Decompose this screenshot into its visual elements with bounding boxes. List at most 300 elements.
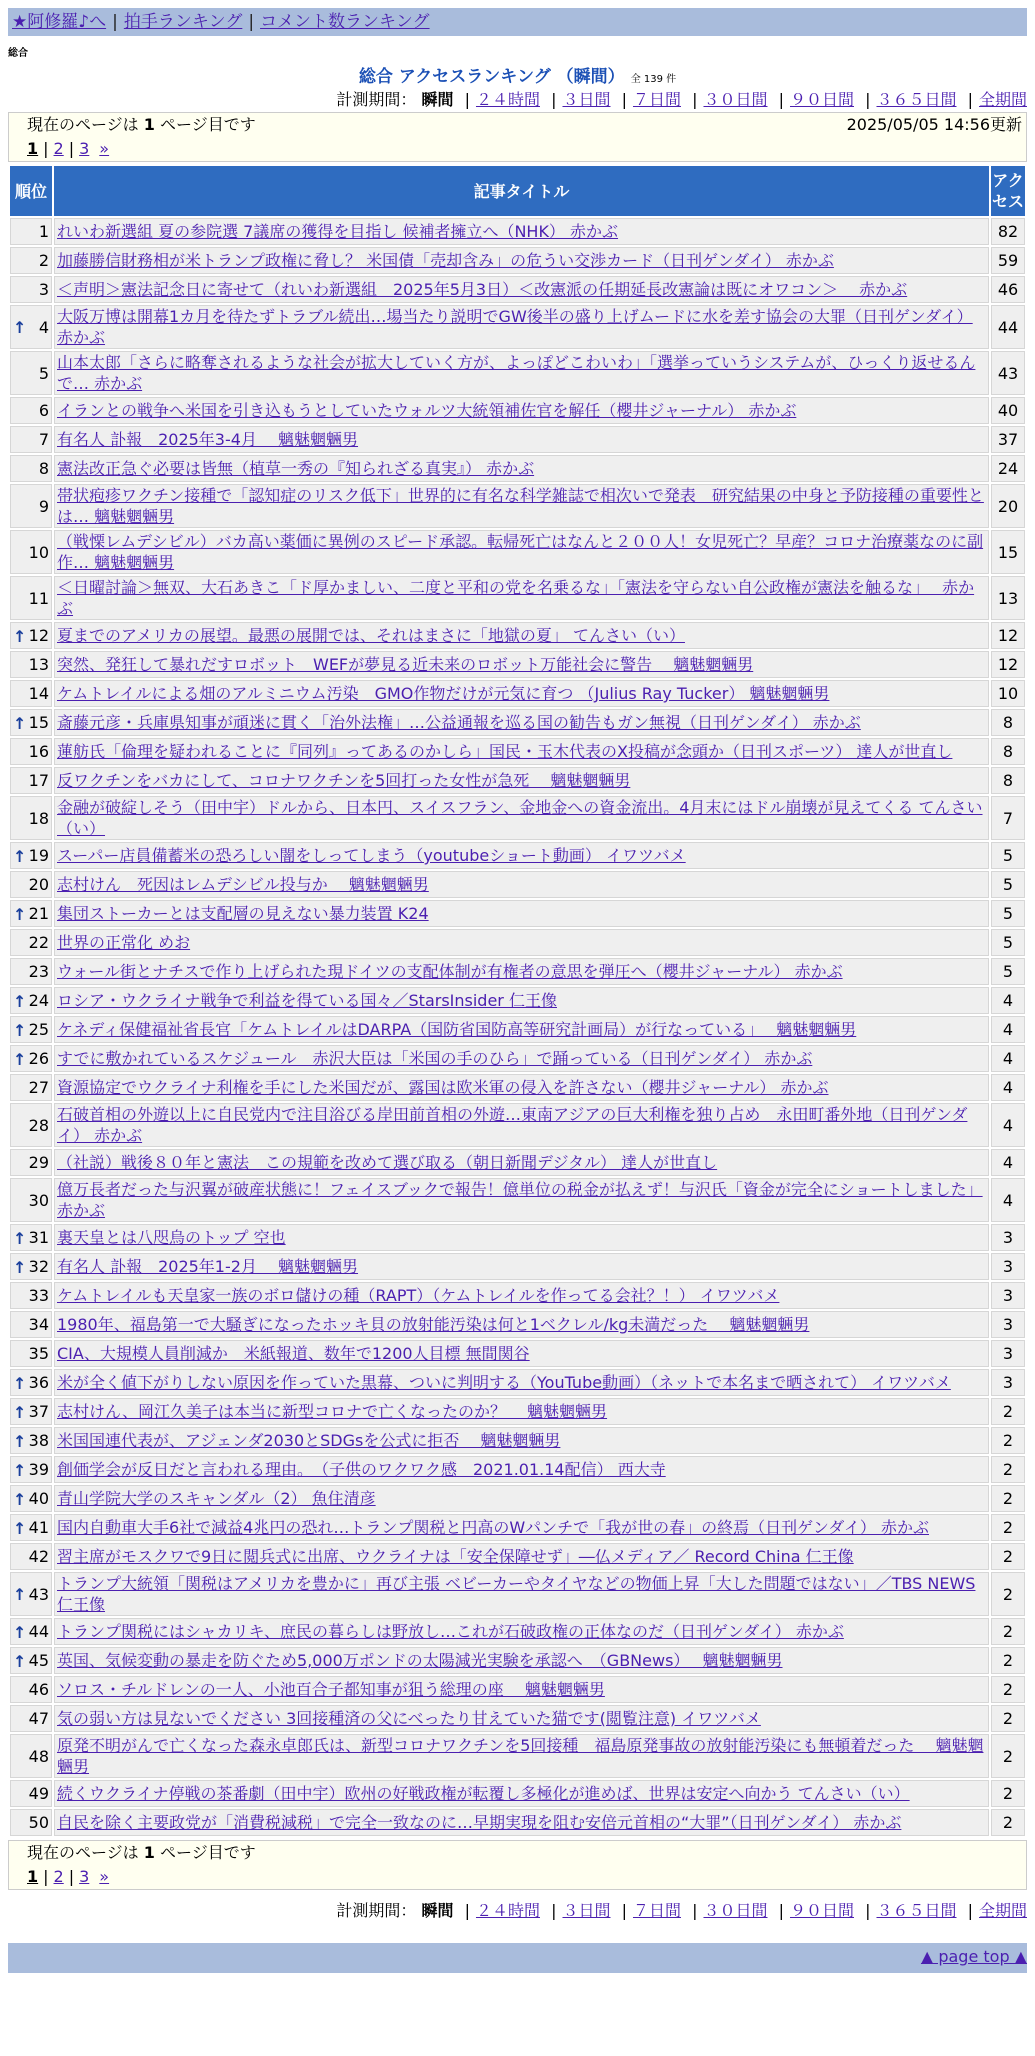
table-row [10,455,1025,482]
access-count: 15 [991,530,1025,574]
table-row [10,1045,1025,1072]
period-link-90d[interactable]: ９０日間 [789,90,854,109]
table-row [10,576,1025,620]
access-count: 8 [991,709,1025,736]
page-info-text: 現在のページは 1 ページ目です [27,115,256,134]
article-title-link[interactable]: 有名人 訃報 2025年3-4月 魑魅魍魎男 [57,430,359,449]
rank-up-arrow-icon: ↑ [13,318,27,337]
rank-up-arrow-icon: ↑ [13,1228,27,1248]
home-link[interactable]: ★阿修羅♪へ [12,12,107,32]
rank-cell [10,576,52,620]
rank-cell [10,1253,52,1280]
article-title-link[interactable]: 米が全く値下がりしない原因を作っていた黒幕、ついに判明する（YouTube動画）（ネットで本名まで晒されて） イワツバメ [57,1373,951,1392]
rank-cell [10,1809,52,1836]
article-title-link[interactable]: 憲法改正急ぐ必要は皆無（植草一秀の『知られざる真実』） 赤かぶ [57,459,535,478]
table-row [10,1149,1025,1176]
title-cell [54,351,989,395]
rank-number: 29 [28,1153,49,1172]
access-count: 12 [991,622,1025,649]
table-row [10,1427,1025,1454]
rank-cell [10,958,52,985]
table-row [10,218,1025,245]
rank-number: 7 [38,430,49,449]
rank-up-arrow-icon: ↑ [13,1585,27,1604]
rank-cell [10,1572,52,1616]
pager-link-2[interactable]: 2 [53,1867,64,1886]
table-row [10,1103,1025,1147]
article-title-link[interactable]: 自民を除く主要政党が「消費税減税」で完全一致なのに…早期実現を阻む安倍元首相の“大罪”（日刊ゲンダイ） 赤かぶ [57,1813,902,1832]
access-count: 5 [991,929,1025,956]
title-cell [54,247,989,274]
rank-cell [10,1340,52,1367]
rank-number: 5 [38,363,49,383]
table-row [10,1456,1025,1483]
rank-number: 9 [38,496,49,516]
title-cell [54,796,989,840]
article-title-link[interactable]: トランプ関税にはシャカリキ、庶民の暮らしは野放し…これが石破政権の正体なのだ（日刊ゲンダイ） 赤かぶ [57,1622,844,1641]
access-count: 3 [991,1311,1025,1338]
rank-number: 36 [28,1373,49,1392]
table-row [10,351,1025,395]
title-cell [54,900,989,927]
article-title-link[interactable]: れいわ新選組 夏の参院選 7議席の獲得を目指し 候補者擁立へ（NHK） 赤かぶ [57,222,619,241]
article-title-link[interactable]: 斎藤元彦・兵庫県知事が頑迷に貫く「治外法権」…公益通報を巡る国の勧告もガン無視（日刊ゲンダイ） 赤かぶ [57,713,861,732]
access-count: 24 [991,455,1025,482]
rank-up-arrow-icon: ↑ [13,846,27,866]
access-count: 2 [991,1543,1025,1570]
table-row [10,1705,1025,1732]
title-cell [54,929,989,956]
article-title-link[interactable]: 山本太郎「さらに略奪されるような社会が拡大していく方が、よっぽどこわいわ」「選挙っていうシステムが、ひっくり返せるんで… 赤かぶ [57,353,976,393]
access-count: 2 [991,1514,1025,1541]
access-count: 4 [991,1178,1025,1222]
rank-cell [10,1705,52,1732]
access-count: 2 [991,1734,1025,1778]
rank-up-arrow-icon: ↑ [13,1518,27,1538]
table-row [10,900,1025,927]
rank-up-arrow-icon: ↑ [13,1257,27,1277]
title-cell [54,622,989,649]
article-title-link[interactable]: トランプ大統領「関税はアメリカを豊かに」再び主張 ベビーカーやタイヤなどの物価上昇「大した問題ではない」／TBS NEWS 仁王像 [57,1574,976,1614]
rank-cell [10,276,52,303]
rank-number: 3 [38,280,49,299]
clap-ranking-link[interactable]: 拍手ランキング [123,12,243,32]
article-title-link[interactable]: （戦慄レムデシビル）バカ高い薬価に異例のスピード承認。転帰死亡はなんと２００人！女児死亡？早産？コロナ治療薬なのに副作… 魑魅魍魎男 [57,532,984,572]
article-title-link[interactable]: 志村けん、岡江久美子は本当に新型コロナで亡くなったのか？ 魑魅魍魎男 [57,1402,608,1421]
ranking-table [8,164,1027,1838]
title-cell [54,1178,989,1222]
title-cell [54,484,989,528]
rank-up-arrow-icon: ↑ [13,713,27,733]
category-label: 総合 [8,48,28,59]
article-title-link[interactable]: （社説）戦後８０年と憲法 この規範を改めて選び取る（朝日新聞デジタル） 達人が世直し [57,1153,718,1172]
pager-current: 1 [27,139,39,158]
access-count: 4 [991,1074,1025,1101]
rank-cell [10,709,52,736]
rank-cell [10,929,52,956]
top-nav-bar [8,8,1027,36]
table-row [10,1618,1025,1645]
title-cell [54,958,989,985]
rank-cell [10,1311,52,1338]
access-count: 82 [991,218,1025,245]
rank-number: 38 [28,1431,49,1450]
table-row [10,1398,1025,1425]
access-count: 2 [991,1572,1025,1616]
table-row [10,987,1025,1014]
pager-current: 1 [27,1867,39,1886]
rank-up-arrow-icon: ↑ [13,1373,27,1393]
access-count: 2 [991,1809,1025,1836]
rank-number: 44 [28,1622,49,1641]
separator: | [248,12,255,32]
article-title-link[interactable]: 億万長者だった与沢翼が破産状態に！フェイスブックで報告！億単位の税金が払えず！与沢氏「資金が完全にショートしました」 赤かぶ [57,1180,983,1220]
access-count: 5 [991,900,1025,927]
article-title-link[interactable]: 続くウクライナ停戦の茶番劇（田中宇）欧州の好戦政権が転覆し多極化が進めば、世界は安定へ向かう てんさい（い） [57,1784,910,1803]
rank-number: 45 [28,1651,49,1670]
rank-number: 14 [28,684,49,703]
page-title-text: 総合 アクセスランキング （瞬間） [358,67,625,87]
rank-cell [10,1647,52,1674]
period-label: 計測期間： [336,90,417,109]
rank-up-arrow-icon: ↑ [13,1402,27,1422]
table-row [10,1780,1025,1807]
header-rank: 順位 [10,166,52,216]
access-count: 3 [991,1282,1025,1309]
title-cell [54,397,989,424]
access-count: 7 [991,796,1025,840]
access-count: 44 [991,305,1025,349]
article-title-link[interactable]: 金融が破綻しそう（田中宇）ドルから、日本円、スイスフラン、金地金への資金流出。4月末にはドル崩壊が見えてくる てんさい（い） [57,798,983,838]
rank-number: 1 [38,222,49,241]
table-row [10,1514,1025,1541]
rank-up-arrow-icon: ↑ [13,1020,27,1040]
period-current: 瞬間 [421,90,454,109]
rank-number: 8 [38,459,49,478]
rank-cell [10,987,52,1014]
period-link-7d[interactable]: ７日間 [632,90,681,109]
rank-cell [10,796,52,840]
article-title-link[interactable]: 志村けん 死因はレムデシビル投与か 魑魅魍魎男 [57,875,429,894]
access-count: 2 [991,1456,1025,1483]
access-count: 5 [991,958,1025,985]
rank-number: 39 [28,1460,49,1479]
title-cell [54,1253,989,1280]
article-title-link[interactable]: ソロス・チルドレンの一人、小池百合子都知事が狙う総理の座 魑魅魍魎男 [57,1680,605,1699]
rank-cell [10,1514,52,1541]
table-row [10,929,1025,956]
table-row [10,871,1025,898]
table-row [10,651,1025,678]
article-title-link[interactable]: ケムトレイルによる畑のアルミニウム汚染 GMO作物だけが元気に育つ （Julius Ray Tucker） 魑魅魍魎男 [57,684,830,703]
article-title-link[interactable]: 米国国連代表が、アジェンダ2030とSDGsを公式に拒否 魑魅魍魎男 [57,1431,561,1450]
article-title-link[interactable]: 加藤勝信財務相が米トランプ政権に脅し？ 米国債「売却含み」の危うい交渉カード（日刊ゲンダイ） 赤かぶ [57,251,834,270]
article-title-link[interactable]: 青山学院大学のスキャンダル（2） 魚住清彦 [57,1489,376,1508]
rank-number: 12 [28,626,49,645]
rank-number: 25 [28,1020,49,1039]
rank-cell [10,426,52,453]
article-title-link[interactable]: 世界の正常化 めお [57,933,191,952]
title-cell [54,1618,989,1645]
article-title-link[interactable]: 国内自動車大手6社で減益4兆円の恐れ…トランプ関税と円高のWパンチで「我が世の春」の終焉（日刊ゲンダイ） 赤かぶ [57,1518,929,1537]
title-cell [54,1340,989,1367]
pager-link-3[interactable]: 3 [79,139,90,158]
title-cell [54,1103,989,1147]
title-cell [54,767,989,794]
access-count: 2 [991,1618,1025,1645]
period-link-365d[interactable]: ３６５日間 [876,1901,957,1920]
article-title-link[interactable]: 気の弱い方は見ないでください 3回接種済の父にべったり甘えていた猫です(閲覧注意) イワツバメ [57,1709,761,1728]
article-title-link[interactable]: 1980年、福島第一で大騒ぎになったホッキ貝の放射能汚染は何と1ベクレル/kg未満だった 魑魅魍魎男 [57,1315,810,1334]
table-row [10,1224,1025,1251]
article-title-link[interactable]: 帯状疱疹ワクチン接種で「認知症のリスク低下」世界的に有名な科学雑誌で相次いで発表 研究結果の中身と予防接種の重要性とは… 魑魅魍魎男 [57,486,984,526]
period-link-3d[interactable]: ３日間 [562,1901,611,1920]
total-count: 全 139 件 [630,74,677,85]
access-count: 4 [991,1045,1025,1072]
article-title-link[interactable]: CIA、大規模人員削減か 米紙報道、数年で1200人目標 無間関谷 [57,1344,530,1363]
table-row [10,484,1025,528]
rank-cell [10,767,52,794]
rank-number: 47 [28,1709,49,1728]
period-link-7d[interactable]: ７日間 [632,1901,681,1920]
rank-cell [10,842,52,869]
rank-number: 6 [38,401,49,420]
title-cell [54,1543,989,1570]
article-title-link[interactable]: イランとの戦争へ米国を引き込もうとしていたウォルツ大統領補佐官を解任（櫻井ジャーナル） 赤かぶ [57,401,797,420]
title-cell [54,530,989,574]
article-title-link[interactable]: ケネディ保健福祉省長官「ケムトレイルはDARPA（国防省国防高等研究計画局）が行なっている」 魑魅魍魎男 [57,1020,857,1039]
pager-link-2[interactable]: 2 [53,139,64,158]
rank-up-arrow-icon: ↑ [13,904,27,924]
period-link-30d[interactable]: ３０日間 [703,90,768,109]
article-title-link[interactable]: 石破首相の外遊以上に自民党内で注目浴びる岸田前首相の外遊…東南アジアの巨大利権を独り占め 永田町番外地（日刊ゲンダイ） 赤かぶ [57,1105,968,1145]
page-top-link[interactable]: ▲ page top ▲ [920,1947,1027,1966]
article-title-link[interactable]: 裏天皇とは八咫烏のトップ 空也 [57,1228,286,1247]
period-selector-bottom: 計測期間： 瞬間 | ２４時間 | ３日間 | ７日間 | ３０日間 | ９０日間 | ３６５日間 | 全期間 [336,1901,1027,1920]
table-row [10,1178,1025,1222]
table-row [10,958,1025,985]
table-row [10,397,1025,424]
access-count: 4 [991,987,1025,1014]
title-cell [54,1809,989,1836]
title-cell [54,871,989,898]
article-title-link[interactable]: 突然、発狂して暴れだすロボット WEFが夢見る近未来のロボット万能社会に警告 魑魅魍魎男 [57,655,754,674]
access-count: 8 [991,738,1025,765]
rank-cell [10,622,52,649]
rank-number: 17 [28,771,49,790]
period-link-24h[interactable]: ２４時間 [475,1901,540,1920]
rank-number: 16 [28,742,49,761]
page-info-text: 現在のページは 1 ページ目です [27,1843,256,1862]
title-cell [54,1016,989,1043]
table-row [10,738,1025,765]
rank-cell [10,1103,52,1147]
article-title-link[interactable]: ＜日曜討論＞無双、大石あきこ「ド厚かましい、二度と平和の党を名乗るな」「憲法を守らない自公政権が憲法を触るな」 赤かぶ [57,578,975,618]
rank-number: 40 [28,1489,49,1508]
title-cell [54,455,989,482]
rank-cell [10,1676,52,1703]
rank-number: 43 [28,1584,49,1604]
rank-number: 24 [28,991,49,1010]
article-title-link[interactable]: 英国、気候変動の暴走を防ぐため5,000万ポンドの太陽減光実験を承認へ （GBNews） 魑魅魍魎男 [57,1651,783,1670]
table-row [10,1369,1025,1396]
table-row [10,530,1025,574]
rank-up-arrow-icon: ↑ [13,1489,27,1509]
comment-ranking-link[interactable]: コメント数ランキング [260,12,430,32]
article-title-link[interactable]: 大阪万博は開幕1カ月を待たずトラブル続出…場当たり説明でGW後半の盛り上げムードに水を差す協会の大罪（日刊ゲンダイ） 赤かぶ [57,307,973,347]
access-count: 8 [991,767,1025,794]
rank-cell [10,1224,52,1251]
rank-cell [10,1618,52,1645]
rank-number: 35 [28,1344,49,1363]
article-title-link[interactable]: スーパー店員備蓄米の恐ろしい闇をしってしまう（youtubeショート動画） イワツバメ [57,846,686,865]
table-row [10,1253,1025,1280]
title-cell [54,426,989,453]
title-cell [54,1074,989,1101]
period-link-365d[interactable]: ３６５日間 [876,90,957,109]
rank-cell [10,680,52,707]
title-cell [54,576,989,620]
access-count: 2 [991,1647,1025,1674]
rank-number: 27 [28,1078,49,1097]
access-count: 5 [991,871,1025,898]
period-link-all[interactable]: 全期間 [978,90,1027,109]
rank-number: 32 [28,1257,49,1276]
access-count: 43 [991,351,1025,395]
rank-cell [10,900,52,927]
rank-number: 21 [28,904,49,923]
title-cell [54,1369,989,1396]
title-cell [54,1282,989,1309]
rank-number: 22 [28,933,49,952]
rank-cell [10,1456,52,1483]
header-title: 記事タイトル [54,166,989,216]
rank-cell [10,871,52,898]
table-row [10,842,1025,869]
rank-number: 31 [28,1228,49,1247]
pager-link-3[interactable]: 3 [79,1867,90,1886]
article-title-link[interactable]: 有名人 訃報 2025年1-2月 魑魅魍魎男 [57,1257,359,1276]
rank-number: 28 [28,1115,49,1135]
title-cell [54,651,989,678]
title-cell [54,1398,989,1425]
article-title-link[interactable]: 反ワクチンをバカにして、コロナワクチンを5回打った女性が急死 魑魅魍魎男 [57,771,631,790]
rank-number: 23 [28,962,49,981]
article-title-link[interactable]: 原発不明がんで亡くなった森永卓郎氏は、新型コロナワクチンを5回接種 福島原発事故の放射能汚染にも無頓着だった 魑魅魍魎男 [57,1736,984,1776]
title-cell [54,1427,989,1454]
period-link-3d[interactable]: ３日間 [562,90,611,109]
rank-cell [10,247,52,274]
access-count: 3 [991,1340,1025,1367]
title-cell [54,842,989,869]
title-cell [54,1647,989,1674]
access-count: 40 [991,397,1025,424]
access-count: 3 [991,1369,1025,1396]
table-row [10,1572,1025,1616]
rank-cell [10,1427,52,1454]
rank-number: 48 [28,1746,49,1766]
pager-next[interactable]: » [99,139,110,158]
rank-cell [10,1369,52,1396]
period-link-30d[interactable]: ３０日間 [703,1901,768,1920]
rank-number: 19 [28,846,49,865]
access-count: 3 [991,1224,1025,1251]
table-row [10,1543,1025,1570]
footer-bar [8,1943,1027,1973]
title-cell [54,305,989,349]
rank-number: 37 [28,1402,49,1421]
table-row [10,305,1025,349]
title-cell [54,738,989,765]
table-row [10,1016,1025,1043]
table-row [10,1282,1025,1309]
article-title-link[interactable]: ロシア・ウクライナ戦争で利益を得ている国々／StarsInsider 仁王像 [57,991,557,1010]
pager-next[interactable]: » [99,1867,110,1886]
access-count: 3 [991,1253,1025,1280]
article-title-link[interactable]: ＜声明＞憲法記念日に寄せて（れいわ新選組 2025年5月3日）＜改憲派の任期延長改憲論は既にオワコン＞ 赤かぶ [57,280,908,299]
table-row [10,709,1025,736]
article-title-link[interactable]: 夏までのアメリカの展望。最悪の展開では、それはまさに「地獄の夏」 てんさい（い） [57,626,685,645]
table-row [10,1676,1025,1703]
access-count: 4 [991,1103,1025,1147]
title-cell [54,218,989,245]
access-count: 2 [991,1676,1025,1703]
article-title-link[interactable]: 創価学会が反日だと言われる理由。 （子供のワクワク感 2021.01.14配信） 西大寺 [57,1460,666,1479]
period-link-24h[interactable]: ２４時間 [475,90,540,109]
article-title-link[interactable]: 集団ストーカーとは支配層の見えない暴力装置 K24 [57,904,429,923]
title-cell [54,1224,989,1251]
rank-number: 30 [28,1190,49,1210]
access-count: 59 [991,247,1025,274]
rank-number: 41 [28,1518,49,1537]
rank-cell [10,218,52,245]
article-title-link[interactable]: 資源協定でウクライナ利権を手にした米国だが、露国は欧米軍の侵入を許さない（櫻井ジャーナル） 赤かぶ [57,1078,829,1097]
period-link-90d[interactable]: ９０日間 [789,1901,854,1920]
table-row [10,796,1025,840]
access-count: 2 [991,1398,1025,1425]
article-title-link[interactable]: 習主席がモスクワで9日に閲兵式に出席、ウクライナは「安全保障せず」―仏メディア／ Record China 仁王像 [57,1547,854,1566]
rank-up-arrow-icon: ↑ [13,626,27,646]
header-access: アクセス [991,166,1025,216]
access-count: 46 [991,276,1025,303]
rank-cell [10,305,52,349]
rank-cell [10,1074,52,1101]
period-label: 計測期間： [336,1901,417,1920]
rank-cell [10,351,52,395]
title-cell [54,1780,989,1807]
article-title-link[interactable]: ケムトレイルも天皇家一族のボロ儲けの種（RAPT）（ケムトレイルを作ってる会社？！） イワツバメ [57,1286,780,1305]
access-count: 4 [991,1016,1025,1043]
article-title-link[interactable]: すでに敷かれているスケジュール 赤沢大臣は「米国の手のひら」で踊っている（日刊ゲンダイ） 赤かぶ [57,1049,813,1068]
rank-cell [10,397,52,424]
rank-cell [10,738,52,765]
table-row [10,1485,1025,1512]
rank-number: 13 [28,655,49,674]
page-title [0,62,1035,87]
rank-cell [10,455,52,482]
article-title-link[interactable]: ウォール街とナチスで作り上げられた現ドイツの支配体制が有権者の意思を弾圧へ（櫻井ジャーナル） 赤かぶ [57,962,843,981]
rank-number: 4 [38,317,49,337]
table-row [10,1734,1025,1778]
table-row [10,426,1025,453]
title-cell [54,680,989,707]
title-cell [54,1705,989,1732]
period-link-all[interactable]: 全期間 [978,1901,1027,1920]
table-row [10,622,1025,649]
rank-cell [10,1016,52,1043]
article-title-link[interactable]: 蓮舫氏「倫理を疑われることに『同列』ってあるのかしら」国民・玉木代表のX投稿が念頭か（日刊スポーツ） 達人が世直し [57,742,953,761]
access-count: 12 [991,651,1025,678]
